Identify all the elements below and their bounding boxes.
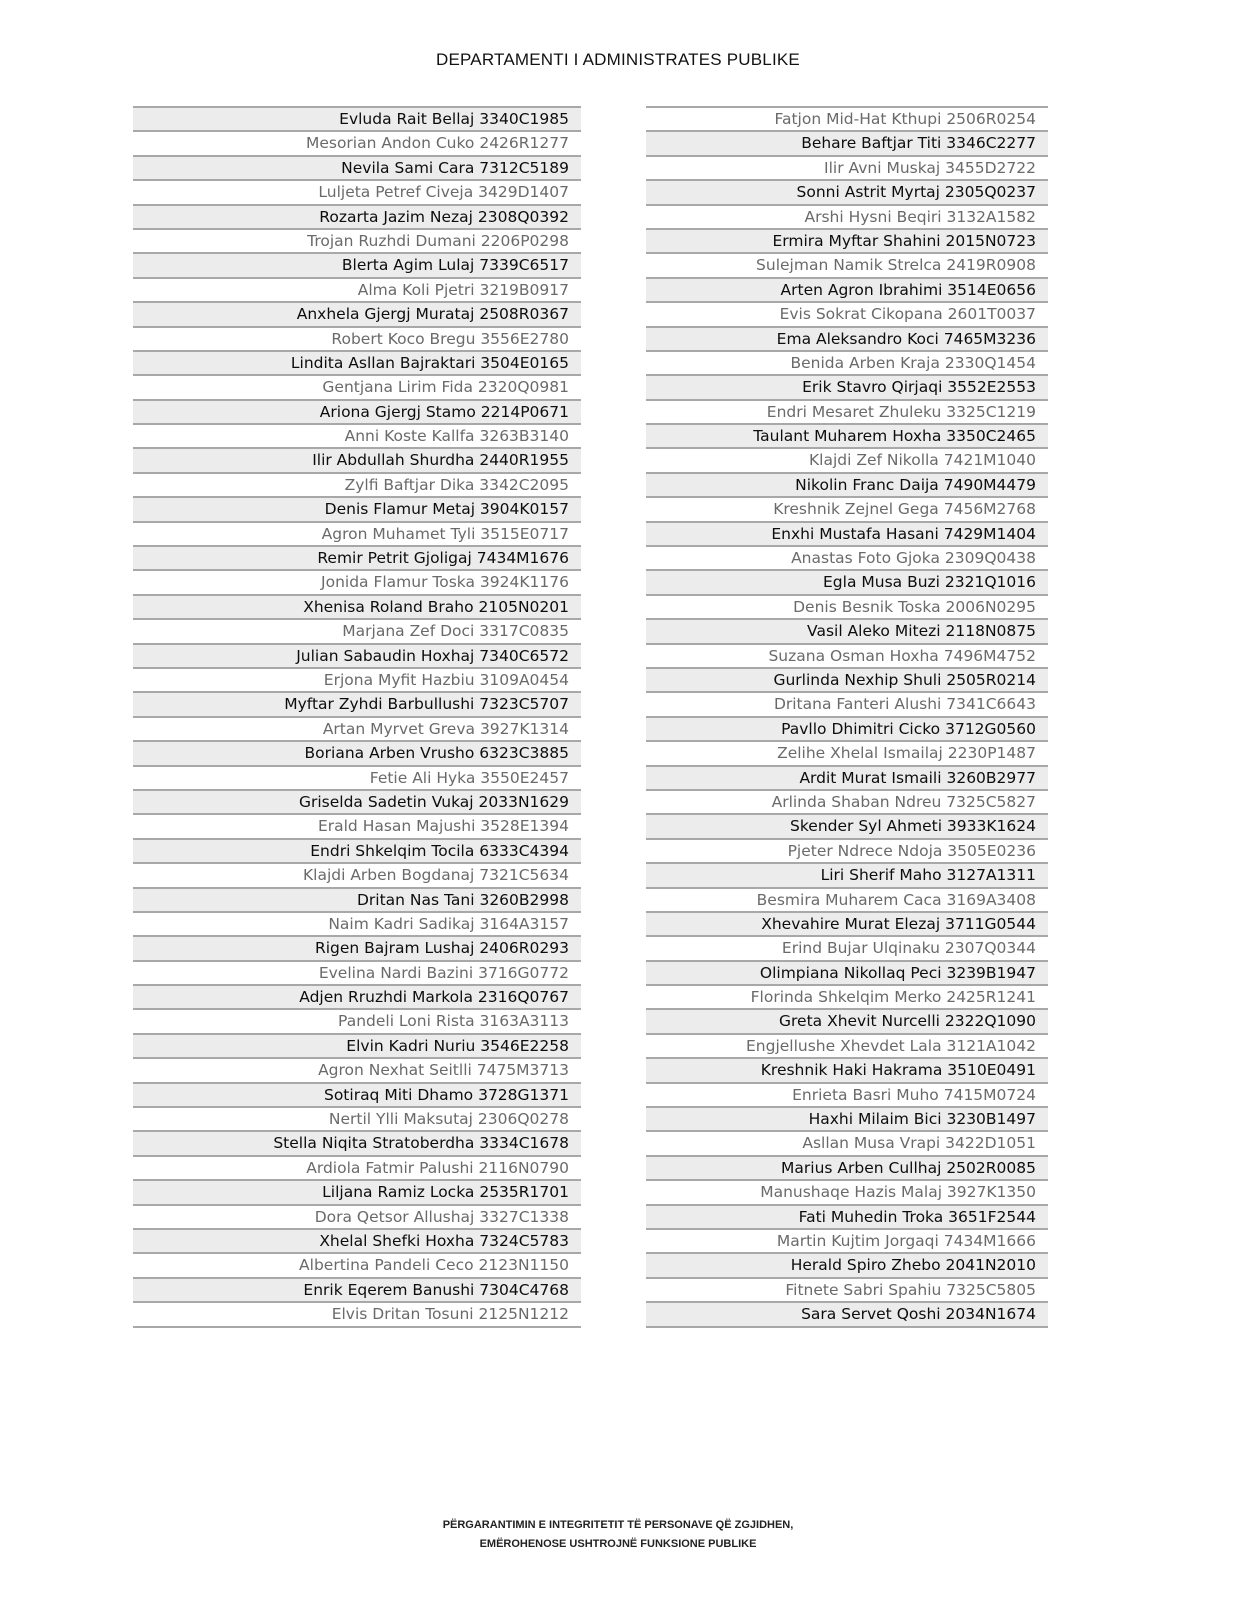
list-item: Besmira Muharem Caca 3169A3408 bbox=[646, 887, 1048, 911]
list-item: Enrieta Basri Muho 7415M0724 bbox=[646, 1082, 1048, 1106]
list-item: Zelihe Xhelal Ismailaj 2230P1487 bbox=[646, 740, 1048, 764]
list-item: Ermira Myftar Shahini 2015N0723 bbox=[646, 228, 1048, 252]
list-item: Ariona Gjergj Stamo 2214P0671 bbox=[133, 399, 581, 423]
list-item: Erjona Myfit Hazbiu 3109A0454 bbox=[133, 667, 581, 691]
list-item: Gentjana Lirim Fida 2320Q0981 bbox=[133, 374, 581, 398]
list-item: Blerta Agim Lulaj 7339C6517 bbox=[133, 252, 581, 276]
divider bbox=[646, 1326, 1048, 1328]
list-item: Evis Sokrat Cikopana 2601T0037 bbox=[646, 301, 1048, 325]
list-item: Xhevahire Murat Elezaj 3711G0544 bbox=[646, 911, 1048, 935]
list-item: Xhenisa Roland Braho 2105N0201 bbox=[133, 594, 581, 618]
list-item: Endri Shkelqim Tocila 6333C4394 bbox=[133, 838, 581, 862]
list-item: Albertina Pandeli Ceco 2123N1150 bbox=[133, 1252, 581, 1276]
list-item: Naim Kadri Sadikaj 3164A3157 bbox=[133, 911, 581, 935]
list-item: Boriana Arben Vrusho 6323C3885 bbox=[133, 740, 581, 764]
list-item: Xhelal Shefki Hoxha 7324C5783 bbox=[133, 1228, 581, 1252]
list-item: Rigen Bajram Lushaj 2406R0293 bbox=[133, 935, 581, 959]
list-item: Ardiola Fatmir Palushi 2116N0790 bbox=[133, 1155, 581, 1179]
list-item: Martin Kujtim Jorgaqi 7434M1666 bbox=[646, 1228, 1048, 1252]
list-item: Zylfi Baftjar Dika 3342C2095 bbox=[133, 472, 581, 496]
list-item: Nikolin Franc Daija 7490M4479 bbox=[646, 472, 1048, 496]
list-item: Erald Hasan Majushi 3528E1394 bbox=[133, 813, 581, 837]
list-item: Florinda Shkelqim Merko 2425R1241 bbox=[646, 984, 1048, 1008]
list-item: Ilir Abdullah Shurdha 2440R1955 bbox=[133, 447, 581, 471]
list-item: Evluda Rait Bellaj 3340C1985 bbox=[133, 106, 581, 130]
list-item: Jonida Flamur Toska 3924K1176 bbox=[133, 569, 581, 593]
list-item: Dritan Nas Tani 3260B2998 bbox=[133, 887, 581, 911]
list-item: Skender Syl Ahmeti 3933K1624 bbox=[646, 813, 1048, 837]
list-item: Liljana Ramiz Locka 2535R1701 bbox=[133, 1179, 581, 1203]
page-title: DEPARTAMENTI I ADMINISTRATES PUBLIKE bbox=[436, 50, 800, 69]
page-footer bbox=[0, 1516, 1236, 1554]
list-item: Remir Petrit Gjoligaj 7434M1676 bbox=[133, 545, 581, 569]
list-item: Agron Nexhat Seitlli 7475M3713 bbox=[133, 1057, 581, 1081]
list-item: Erik Stavro Qirjaqi 3552E2553 bbox=[646, 374, 1048, 398]
list-item: Enxhi Mustafa Hasani 7429M1404 bbox=[646, 521, 1048, 545]
list-item: Arten Agron Ibrahimi 3514E0656 bbox=[646, 277, 1048, 301]
list-item: Klajdi Zef Nikolla 7421M1040 bbox=[646, 447, 1048, 471]
list-item: Erind Bujar Ulqinaku 2307Q0344 bbox=[646, 935, 1048, 959]
list-item: Vasil Aleko Mitezi 2118N0875 bbox=[646, 618, 1048, 642]
list-item: Dritana Fanteri Alushi 7341C6643 bbox=[646, 691, 1048, 715]
list-item: Asllan Musa Vrapi 3422D1051 bbox=[646, 1130, 1048, 1154]
list-item: Klajdi Arben Bogdanaj 7321C5634 bbox=[133, 862, 581, 886]
list-item: Fitnete Sabri Spahiu 7325C5805 bbox=[646, 1277, 1048, 1301]
list-item: Julian Sabaudin Hoxhaj 7340C6572 bbox=[133, 643, 581, 667]
list-item: Rozarta Jazim Nezaj 2308Q0392 bbox=[133, 204, 581, 228]
list-item: Griselda Sadetin Vukaj 2033N1629 bbox=[133, 789, 581, 813]
list-item: Liri Sherif Maho 3127A1311 bbox=[646, 862, 1048, 886]
list-item: Anastas Foto Gjoka 2309Q0438 bbox=[646, 545, 1048, 569]
list-item: Kreshnik Zejnel Gega 7456M2768 bbox=[646, 496, 1048, 520]
list-item: Arshi Hysni Beqiri 3132A1582 bbox=[646, 204, 1048, 228]
list-item: Sara Servet Qoshi 2034N1674 bbox=[646, 1301, 1048, 1325]
list-item: Suzana Osman Hoxha 7496M4752 bbox=[646, 643, 1048, 667]
list-item: Egla Musa Buzi 2321Q1016 bbox=[646, 569, 1048, 593]
list-item: Stella Niqita Stratoberdha 3334C1678 bbox=[133, 1130, 581, 1154]
list-item: Olimpiana Nikollaq Peci 3239B1947 bbox=[646, 960, 1048, 984]
list-item: Luljeta Petref Civeja 3429D1407 bbox=[133, 179, 581, 203]
list-item: Nevila Sami Cara 7312C5189 bbox=[133, 155, 581, 179]
list-item: Trojan Ruzhdi Dumani 2206P0298 bbox=[133, 228, 581, 252]
list-item: Behare Baftjar Titi 3346C2277 bbox=[646, 130, 1048, 154]
list-item: Taulant Muharem Hoxha 3350C2465 bbox=[646, 423, 1048, 447]
list-item: Haxhi Milaim Bici 3230B1497 bbox=[646, 1106, 1048, 1130]
list-item: Ema Aleksandro Koci 7465M3236 bbox=[646, 326, 1048, 350]
list-item: Manushaqe Hazis Malaj 3927K1350 bbox=[646, 1179, 1048, 1203]
list-item: Elvin Kadri Nuriu 3546E2258 bbox=[133, 1033, 581, 1057]
list-item: Sotiraq Miti Dhamo 3728G1371 bbox=[133, 1082, 581, 1106]
divider bbox=[133, 1326, 581, 1328]
footer-line-1: PËRGARANTIMIN E INTEGRITETIT TË PERSONAVE QË ZGJIDHEN, bbox=[442, 1519, 794, 1531]
left-name-column bbox=[133, 106, 581, 1328]
list-item: Ardit Murat Ismaili 3260B2977 bbox=[646, 765, 1048, 789]
list-item: Pandeli Loni Rista 3163A3113 bbox=[133, 1008, 581, 1032]
list-item: Fatjon Mid-Hat Kthupi 2506R0254 bbox=[646, 106, 1048, 130]
list-item: Enrik Eqerem Banushi 7304C4768 bbox=[133, 1277, 581, 1301]
list-item: Anxhela Gjergj Murataj 2508R0367 bbox=[133, 301, 581, 325]
list-item: Denis Flamur Metaj 3904K0157 bbox=[133, 496, 581, 520]
list-item: Artan Myrvet Greva 3927K1314 bbox=[133, 716, 581, 740]
list-item: Gurlinda Nexhip Shuli 2505R0214 bbox=[646, 667, 1048, 691]
list-item: Marius Arben Cullhaj 2502R0085 bbox=[646, 1155, 1048, 1179]
list-item: Lindita Asllan Bajraktari 3504E0165 bbox=[133, 350, 581, 374]
list-item: Pjeter Ndrece Ndoja 3505E0236 bbox=[646, 838, 1048, 862]
list-item: Evelina Nardi Bazini 3716G0772 bbox=[133, 960, 581, 984]
list-item: Adjen Rruzhdi Markola 2316Q0767 bbox=[133, 984, 581, 1008]
list-item: Fati Muhedin Troka 3651F2544 bbox=[646, 1204, 1048, 1228]
list-item: Mesorian Andon Cuko 2426R1277 bbox=[133, 130, 581, 154]
list-item: Herald Spiro Zhebo 2041N2010 bbox=[646, 1252, 1048, 1276]
list-item: Pavllo Dhimitri Cicko 3712G0560 bbox=[646, 716, 1048, 740]
list-item: Benida Arben Kraja 2330Q1454 bbox=[646, 350, 1048, 374]
list-item: Endri Mesaret Zhuleku 3325C1219 bbox=[646, 399, 1048, 423]
list-item: Sulejman Namik Strelca 2419R0908 bbox=[646, 252, 1048, 276]
list-item: Anni Koste Kallfa 3263B3140 bbox=[133, 423, 581, 447]
list-item: Engjellushe Xhevdet Lala 3121A1042 bbox=[646, 1033, 1048, 1057]
list-item: Agron Muhamet Tyli 3515E0717 bbox=[133, 521, 581, 545]
list-item: Ilir Avni Muskaj 3455D2722 bbox=[646, 155, 1048, 179]
list-item: Marjana Zef Doci 3317C0835 bbox=[133, 618, 581, 642]
right-name-column bbox=[646, 106, 1048, 1328]
list-item: Greta Xhevit Nurcelli 2322Q1090 bbox=[646, 1008, 1048, 1032]
list-item: Nertil Ylli Maksutaj 2306Q0278 bbox=[133, 1106, 581, 1130]
list-item: Denis Besnik Toska 2006N0295 bbox=[646, 594, 1048, 618]
list-item: Kreshnik Haki Hakrama 3510E0491 bbox=[646, 1057, 1048, 1081]
list-item: Arlinda Shaban Ndreu 7325C5827 bbox=[646, 789, 1048, 813]
list-item: Alma Koli Pjetri 3219B0917 bbox=[133, 277, 581, 301]
list-item: Myftar Zyhdi Barbullushi 7323C5707 bbox=[133, 691, 581, 715]
list-item: Dora Qetsor Allushaj 3327C1338 bbox=[133, 1204, 581, 1228]
list-item: Fetie Ali Hyka 3550E2457 bbox=[133, 765, 581, 789]
list-item: Elvis Dritan Tosuni 2125N1212 bbox=[133, 1301, 581, 1325]
list-item: Robert Koco Bregu 3556E2780 bbox=[133, 326, 581, 350]
list-item: Sonni Astrit Myrtaj 2305Q0237 bbox=[646, 179, 1048, 203]
footer-line-2: EMËROHENOSE USHTROJNË FUNKSIONE PUBLIKE bbox=[479, 1538, 757, 1550]
